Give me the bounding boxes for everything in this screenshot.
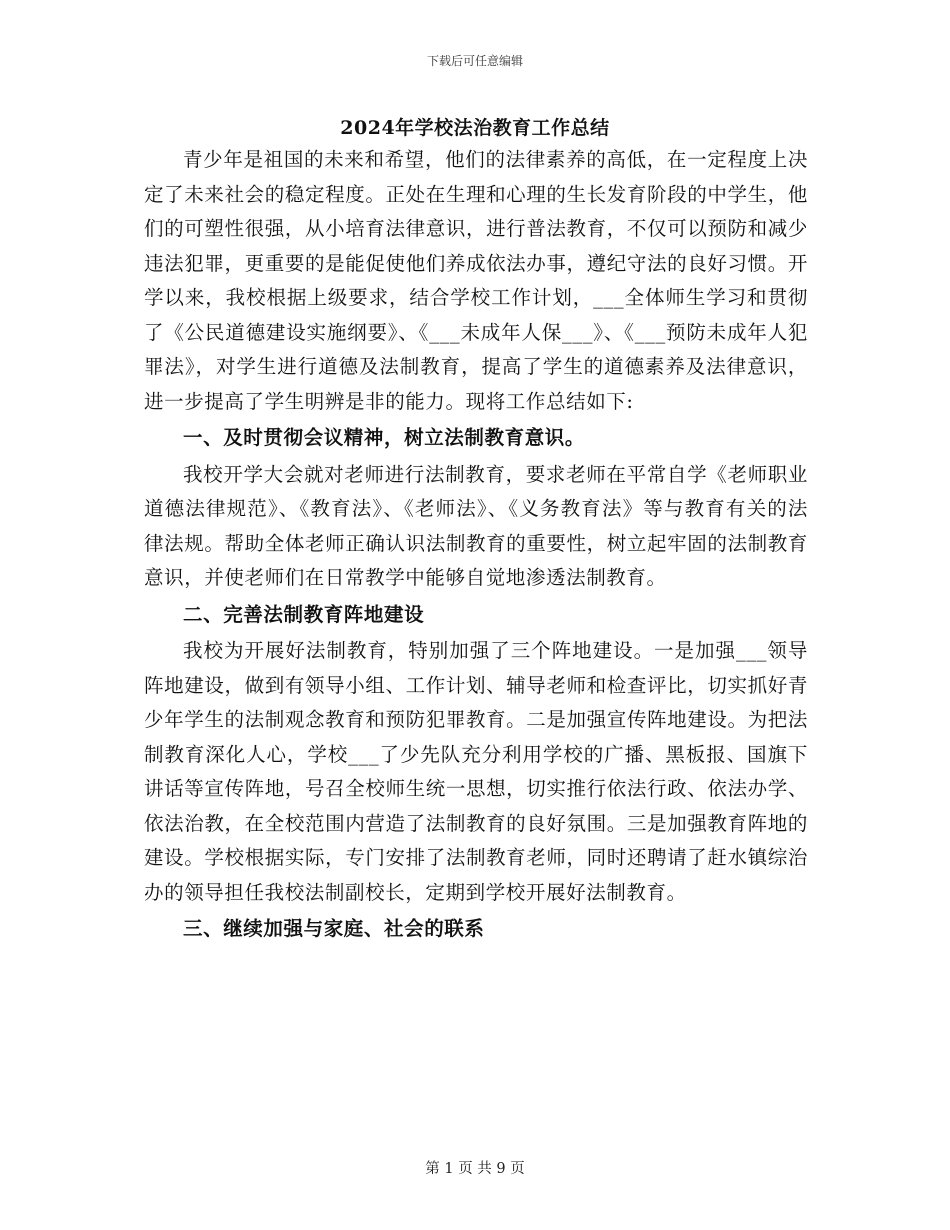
section-1-paragraph: 我校开学大会就对老师进行法制教育，要求老师在平常自学《老师职业道德法律规范》、《教育法》、《老师法》、《义务教育法》等与教育有关的法律法规。帮助全体老师正确认识法制教育的重要性，树立起牢固的法制教育意识，并使老师们在日常教学中能够自觉地渗透法制教育。 bbox=[144, 462, 808, 589]
page-number: 第 1 页 共 9 页 bbox=[425, 1161, 525, 1177]
section-2-heading: 二、完善法制教育阵地建设 bbox=[183, 602, 425, 626]
section-2-paragraph: 我校为开展好法制教育，特别加强了三个阵地建设。一是加强___领导阵地建设，做到有领导小组、工作计划、辅导老师和检查评比，切实抓好青少年学生的法制观念教育和预防犯罪教育。二是加强宣传阵地建设。为把法制教育深化人心，学校___了少先队充分利用学校的广播、黑板报、国旗下讲话等宣传阵地，号召全校师生统一思想，切实推行依法行政、依法办学、依法治教，在全校范围内营造了法制教育的良好氛围。三是加强教育阵地的建设。学校根据实际，专门安排了法制教育老师，同时还聘请了赶水镇综治办的领导担任我校法制副校长，定期到学校开展好法制教育。 bbox=[144, 639, 808, 904]
page-header-note: 下载后可任意编辑 bbox=[426, 54, 523, 68]
section-3-heading: 三、继续加强与家庭、社会的联系 bbox=[183, 917, 485, 940]
section-1-heading: 一、及时贯彻会议精神，树立法制教育意识。 bbox=[183, 426, 586, 449]
document-body bbox=[144, 143, 808, 949]
intro-paragraph: 青少年是祖国的未来和希望，他们的法律素养的高低，在一定程度上决定了未来社会的稳定程度。正处在生理和心理的生长发育阶段的中学生，他们的可塑性很强，从小培育法律意识，进行普法教育，不仅可以预防和减少违法犯罪，更重要的是能促使他们养成依法办事，遵纪守法的良好习惯。开学以来，我校根据上级要求，结合学校工作计划，___全体师生学习和贯彻了《公民道德建设实施纲要》、《___未成年人保___》、《___预防未成年人犯罪法》，对学生进行道德及法制教育，提高了学生的道德素养及法律意识，进一步提高了学生明辨是非的能力。现将工作总结如下: bbox=[144, 148, 808, 413]
document-title: 2024年学校法治教育工作总结 bbox=[340, 117, 610, 139]
